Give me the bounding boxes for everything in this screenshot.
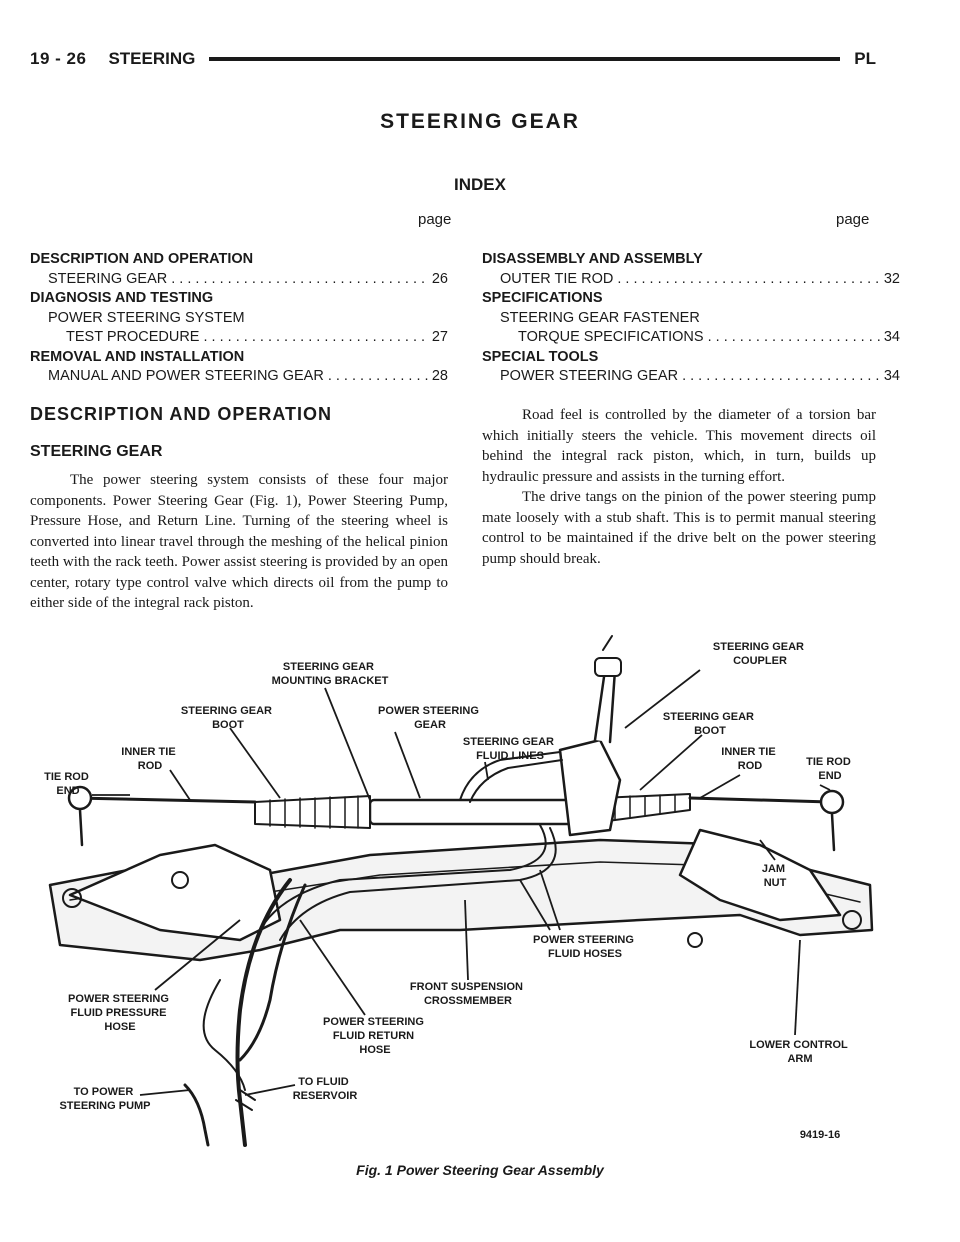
label-mounting-bracket: STEERING GEAR MOUNTING BRACKET <box>271 661 389 687</box>
index-entry-page: 32 <box>883 270 900 287</box>
paragraph: Road feel is controlled by the diameter of a torsion bar which initially steers the vehicle. This movement directs oil behind the integral rack piston, which, in turn, builds up hydraulic pressure and assists in the turning effort. <box>482 407 876 485</box>
index-column-right <box>482 250 900 387</box>
index-entry-label: POWER STEERING GEAR <box>500 368 679 384</box>
index-entry-title: POWER STEERING SYSTEM <box>48 309 245 326</box>
index-group-heading: DISASSEMBLY AND ASSEMBLY <box>482 251 703 267</box>
index-entry-page: 34 <box>883 329 900 345</box>
index-group-heading: SPECIFICATIONS <box>482 290 603 306</box>
page-number: 19 - 26 <box>30 49 87 68</box>
index-entry-page: 27 <box>431 329 448 345</box>
page-column-label-left: page <box>418 211 452 228</box>
index-group-heading: REMOVAL AND INSTALLATION <box>30 348 245 365</box>
body-column-left <box>30 470 448 614</box>
label-inner-tie-left: INNER TIE ROD <box>121 746 176 772</box>
label-coupler: STEERING GEAR COUPLER <box>712 641 805 667</box>
index-entry-label: MANUAL AND POWER STEERING GEAR <box>48 368 324 384</box>
index-entry-label: TEST PROCEDURE <box>66 329 200 345</box>
index-heading: INDEX <box>454 175 506 194</box>
subsection-heading: STEERING GEAR <box>30 443 163 460</box>
section-heading: DESCRIPTION AND OPERATION <box>30 404 333 424</box>
label-crossmember: FRONT SUSPENSION CROSSMEMBER <box>409 981 524 1007</box>
index-entry <box>482 270 900 290</box>
dot-leader <box>199 328 427 348</box>
label-tie-rod-left: TIE ROD END <box>44 771 89 797</box>
header-rule <box>209 57 840 61</box>
index-entry-page: 34 <box>883 368 900 384</box>
index-entry <box>30 270 448 290</box>
paragraph: The drive tangs on the pinion of the power steering pump mate loosely with a stub shaft. This is to permit manual steering control to be maintained if the drive belt on the power steering pump should break. <box>482 489 876 567</box>
index-entry <box>30 328 448 348</box>
page-column-label-right: page <box>836 211 870 228</box>
index-entry <box>482 328 900 348</box>
dot-leader <box>613 270 880 290</box>
valve-body-shape <box>560 740 620 835</box>
page-header <box>30 46 876 72</box>
label-fluid-hoses: POWER STEERING FLUID HOSES <box>533 934 634 960</box>
index-entry-label: OUTER TIE ROD <box>500 270 614 287</box>
index-entry-page: 28 <box>431 368 448 384</box>
label-tie-rod-right: TIE ROD END <box>806 756 851 782</box>
index-entry-title: STEERING GEAR FASTENER <box>500 309 700 326</box>
dot-leader <box>678 367 880 387</box>
steering-gear-illustration <box>40 630 920 1150</box>
page-title: STEERING GEAR <box>380 110 580 133</box>
label-pressure-hose: POWER STEERING FLUID PRESSURE HOSE <box>68 993 169 1033</box>
index-group-heading: DIAGNOSIS AND TESTING <box>30 290 214 306</box>
dot-leader <box>704 328 880 348</box>
index-entry-label: TORQUE SPECIFICATIONS <box>518 329 704 345</box>
dot-leader <box>167 270 428 290</box>
index-entry-page: 26 <box>431 270 448 287</box>
index-column-left <box>30 250 448 387</box>
index-group-heading: DESCRIPTION AND OPERATION <box>30 251 254 267</box>
label-to-pump: TO POWER STEERING PUMP <box>59 1086 151 1112</box>
figure-steering-gear <box>40 630 920 1150</box>
model-code: PL <box>854 49 876 68</box>
label-jam-nut: JAM NUT <box>761 863 787 889</box>
label-fluid-lines: STEERING GEAR FLUID LINES <box>462 736 555 762</box>
figure-code: 9419-16 <box>799 1129 841 1141</box>
label-return-hose: POWER STEERING FLUID RETURN HOSE <box>323 1016 424 1056</box>
index-entry <box>482 367 900 387</box>
dot-leader <box>324 367 428 387</box>
body-column-right <box>482 405 876 569</box>
index-entry-label: STEERING GEAR <box>48 270 168 287</box>
index-group-heading: SPECIAL TOOLS <box>482 348 599 365</box>
label-to-reservoir: TO FLUID RESERVOIR <box>292 1076 358 1102</box>
index-entry <box>30 367 448 387</box>
label-lower-control-arm: LOWER CONTROL ARM <box>749 1039 848 1065</box>
label-boot-left: STEERING GEAR BOOT <box>180 705 273 731</box>
paragraph: The power steering system consists of these four major components. Power Steering Gear (Fig. 1), Power Steering Pump, Pressure Hose, and Return Line. Turning of the steering wheel is converted into linear travel through the meshing of the helical pinion teeth with the rack teeth. Power assist steering is provided by an open center, rotary type control valve which directs oil from the pump to either side of the integral rack piston. <box>30 472 448 611</box>
label-power-steering-gear: POWER STEERING GEAR <box>378 705 479 731</box>
section-name: STEERING <box>108 49 196 68</box>
label-inner-tie-right: INNER TIE ROD <box>721 746 776 772</box>
figure-caption: Fig. 1 Power Steering Gear Assembly <box>356 1162 604 1178</box>
label-boot-right: STEERING GEAR BOOT <box>662 711 755 737</box>
